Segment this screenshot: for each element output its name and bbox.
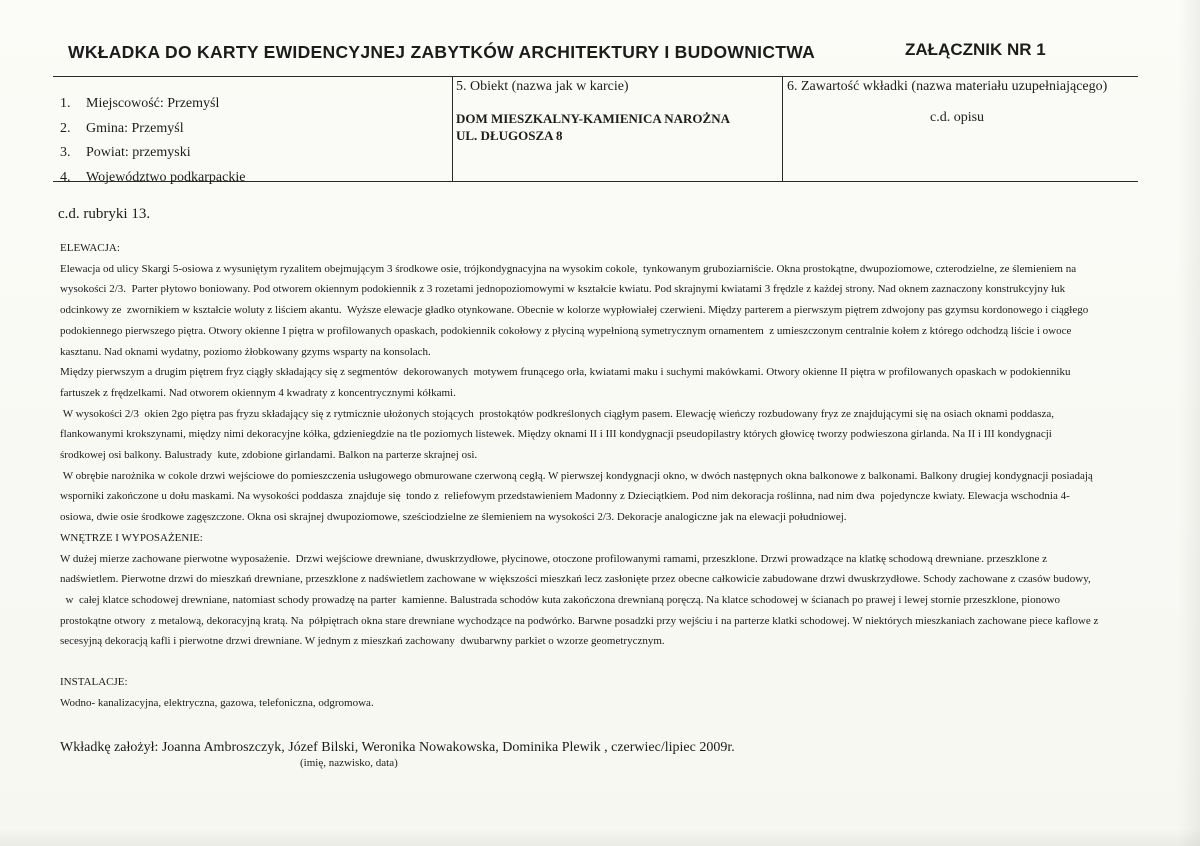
body-line: nadświetlem. Pierwotne drzwi do mieszkań drewniane, przeszklone z nadświetlem zachowane w większości mieszkań lecz zasłonięte przez obecne całkowicie zabudowane drzwi dwuskrzydłowe. Schody zachowane z czasów budowy, [60,573,1091,586]
body-line: wsporniki zakończone u dołu maskami. Na wysokości poddasza znajduje się tondo z reliefowym przedstawieniem Madonny z Dzieciątkiem. Pod nim dekoracja roślinna, nad nim dwa pojedyncze kwiaty. Elewacja wschodnia 4- [60,490,1070,503]
body-line: W obrębie narożnika w cokole drzwi wejściowe do pomieszczenia usługowego obmurowane czerwoną cegłą. W pierwszej kondygnacji okno, w dwóch następnych okna balkonowe z balkonami. Balkony drugiej kondygnacji posiadają [60,469,1093,482]
founder-line: Wkładkę założył: Joanna Ambroszczyk, Józef Bilski, Weronika Nowakowska, Dominika Plewik , czerwiec/lipiec 2009r. [60,740,735,755]
body-line: Między pierwszym a drugim piętrem fryz ciągły składający się z segmentów dekorowanych motywem frunącego orła, kwiatami maku i suchymi makówkami. Otwory okienne II piętra w profilowanych opaskach w podokienniku [60,366,1071,379]
location-commune: Gmina: Przemyśl [86,120,184,136]
location-list [60,92,245,190]
contents-value: c.d. opisu [930,110,985,125]
body-line: Elewacja od ulicy Skargi 5-osiowa z wysuniętym ryzalitem obejmującym 3 środkowe osie, trójkondygnacyjna na wysokim cokole, tynkowanym gruboziarniście. Okna prostokątne, dwupoziomowe, czterodzielne, ze ślemieniem na [60,262,1077,275]
location-item-district: 3. Powiat: przemyski [60,141,245,166]
table-divider-1 [452,76,453,181]
installations-heading: INSTALACJE: [60,676,128,689]
section-spacer [60,652,1140,672]
body-line: prostokątne otwory z metalową, dekoracyjną kratą. Na półpiętrach okna stare drewniane wychodzące na podwórko. Barwne posadzki przy wejściu i na parterze klatki schodowej. W niektórych mieszkaniach zachowane piece kaflowe z [60,614,1099,627]
installations-text: Wodno- kanalizacyjna, elektryczna, gazowa, telefoniczna, odgromowa. [60,696,374,709]
table-bottom-border-right [452,181,1138,182]
body-line: W dużej mierze zachowane pierwotne wyposażenie. Drzwi wejściowe drewniane, dwuskrzydłowe, płycinowe, otoczone profilowanymi ramami, przeszklone. Drzwi prowadzące na klatkę schodową drewniane. przeszklone z [60,552,1047,565]
body-line: osiowa, dwie osie środkowe zagęszczone. Okna osi skrajnej dwupoziomowe, sześciodzielne ze ślemieniem na wysokości 2/3. Dekoracje analogiczne jak na elewacji południowej. [60,511,847,524]
body-line: fartuszek z frędzelkami. Nad otworem okiennym 4 kwadraty z koncentrycznymi kółkami. [60,386,456,399]
body-line: flankowanymi krokszynami, między nimi dekoracyjne kółka, gdzieniegdzie na tle poziomych listewek. Między oknami II i III kondygnacji pseudopilastry których głowicę tworzy podwieszona girlanda. Na II i III kondygnacji [60,428,1052,441]
table-top-border [53,76,1138,77]
object-label: 5. Obiekt (nazwa jak w karcie) [456,79,629,94]
body-line: W wysokości 2/3 okien 2go piętra pas fryzu składający się z rytmicznie ułożonych stojących prostokątów podkreślonych ciągłym pasem. Elewację wieńczy rozbudowany fryz ze znajdującymi się na osiach oknami poddasza, [60,407,1055,420]
body-line: w całej klatce schodowej drewniane, natomiast schody prowadzę na parter kamienne. Balustrada schodów kuta zakończona drewnianą poręczą. Na klatce schodowej w ścianach po prawej i lewej stornie przeszklone, pionowo [60,593,1061,606]
body-line: odcinkowy ze zwornikiem w kształcie woluty z liściem akantu. Wyższe elewacje gładko otynkowane. Obecnie w kolorze wypłowiałej czerwieni. Między parterem a pierwszym piętrem zdwojony pas gzymsu kordonowego i ciągłego [60,304,1089,317]
description-body [60,238,1140,713]
location-item-voivodeship: 4. Województwo podkarpackie [60,166,245,191]
body-line: WNĘTRZE I WYPOSAŻENIE: [60,531,203,544]
location-town: Miejscowość: Przemyśl [86,96,220,111]
location-item-commune: 2. Gmina: Przemyśl [60,117,245,142]
body-line: ELEWACJA: [60,242,120,254]
location-district: Powiat: przemyski [86,145,191,160]
contents-label: 6. Zawartość wkładki (nazwa materiału uzupełniającego) [787,79,1108,94]
object-name [456,110,730,144]
location-voivodeship: Województwo podkarpackie [86,169,246,185]
paper-edge-shadow-right [1178,0,1200,846]
object-name-line-2: UL. DŁUGOSZA 8 [456,128,563,143]
form-title: WKŁADKA DO KARTY EWIDENCYJNEJ ZABYTKÓW ARCHITEKTURY I BUDOWNICTWA [68,42,816,62]
object-name-line-1: DOM MIESZKALNY-KAMIENICA NAROŻNA [456,111,730,126]
body-line: podokiennego pierwszego piętra. Otwory okienne I piętra w profilowanych opaskach, podokiennik cokołowy z płyciną wypełnioną symetrycznym ornamentem z umieszczonym centralnie kołem z którego odchodzą liście i owoce [60,324,1072,337]
body-line: wysokości 2/3. Parter płytowo boniowany. Pod otworem okiennym podokiennik z 3 rozetami jednopoziomowymi w kształcie kwiatu. Pod skrajnymi kwiatami 3 frędzle z każdej strony. Nad oknem zaznaczony konstrukcyjny łuk [60,283,1066,296]
founder-note: (imię, nazwisko, data) [300,757,398,769]
body-line: kasztanu. Nad oknami wydatny, poziomo żłobkowany gzyms wsparty na konsolach. [60,345,431,358]
body-line: środkowej osi balkony. Balustrady kute, zdobione girlandami. Balkon na parterze skrajnej osi. [60,449,478,462]
body-line: secesyjną dekoracją kafli i pierwotne drzwi drewniane. W jednym z mieszkań zachowany dwubarwny parkiet o wzorze geometrycznym. [60,635,665,648]
annex-number: ZAŁĄCZNIK NR 1 [905,40,1046,59]
location-item-town: 1. Miejscowość: Przemyśl [60,92,245,117]
paper-edge-shadow-bottom [0,828,1200,846]
table-divider-2 [782,76,783,181]
continuation-heading: c.d. rubryki 13. [58,206,151,222]
